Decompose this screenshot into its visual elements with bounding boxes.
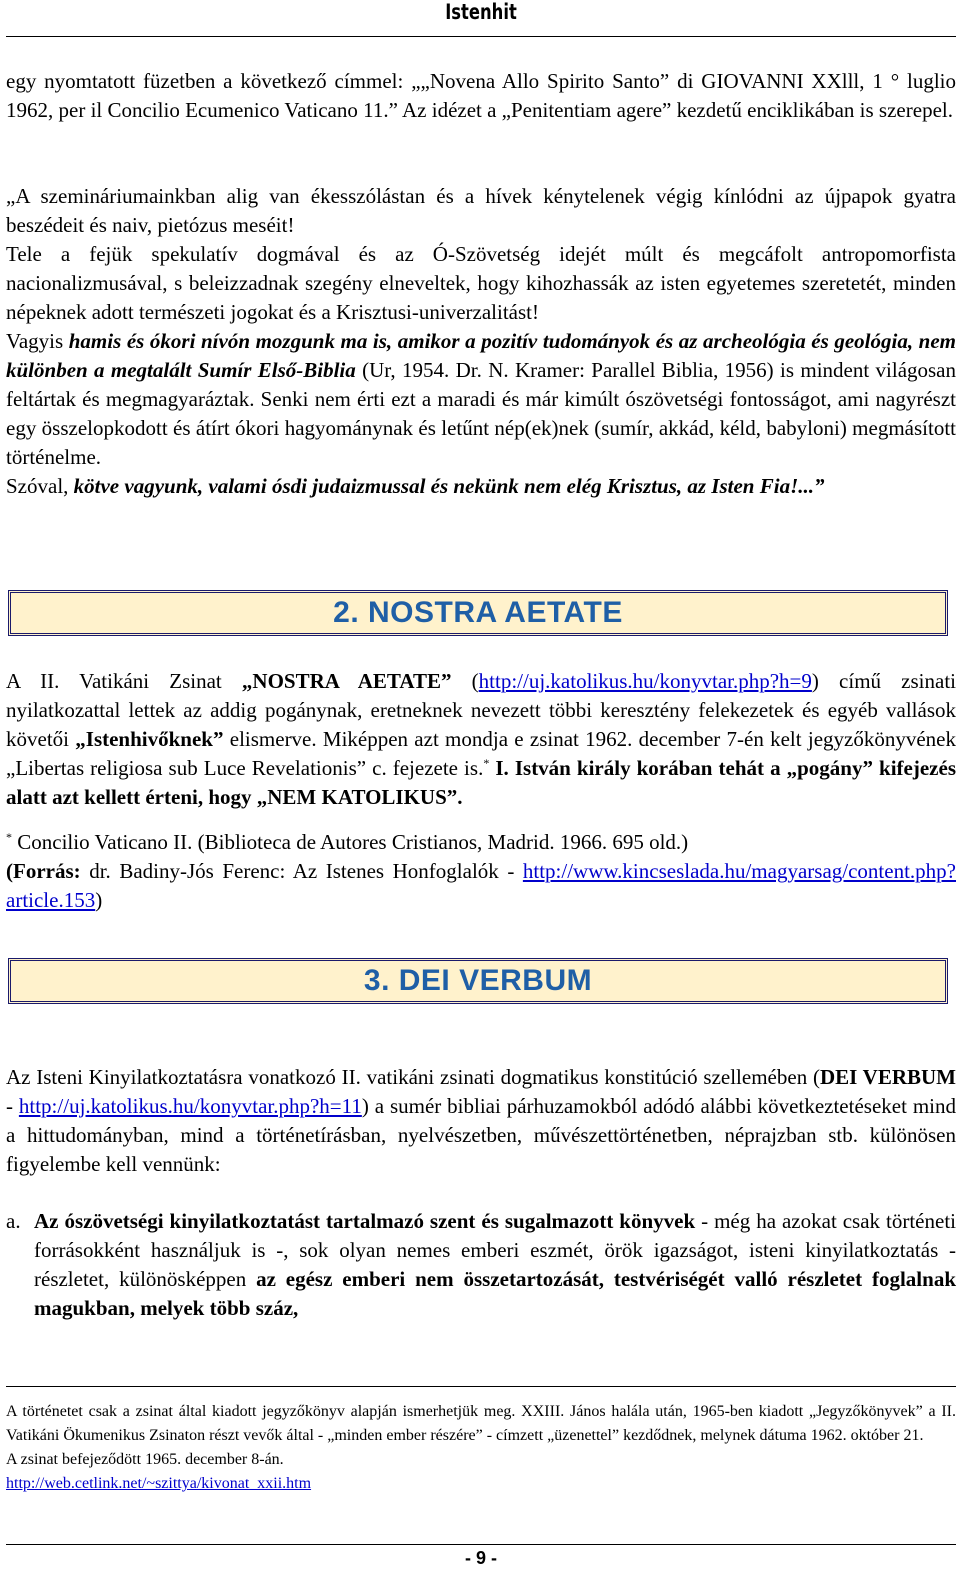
source-citation: (Forrás: dr. Badiny-Jós Ferenc: Az Istenes Honfoglalók - http://www.kincseslada.hu/magyarsag/content.php?article.153) — [6, 859, 956, 912]
note-concilio: * Concilio Vaticano II. (Biblioteca de Autores Cristianos, Madrid. 1966. 695 old.) — [6, 830, 689, 854]
link-nostra-aetate[interactable]: http://uj.katolikus.hu/konyvtar.php?h=9 — [478, 669, 812, 693]
footnote-end-date: A zsinat befejeződött 1965. december 8-án. — [6, 1451, 284, 1468]
paragraph-dei-verbum: Az Isteni Kinyilatkoztatásra vonatkozó II. vatikáni zsinati dogmatikus konstitúció szellemében (DEI VERBUM - http://uj.katolikus.hu/konyvtar.php?h=11) a sumér bibliai párhuzamokból adódó alábbi következtetéseket mind a hittudományban, mind a történetírásban, nyelvészetben, művészettörténetben, néprajzban stb. különösen figyelembe kell vennünk: — [6, 1065, 957, 1176]
paragraph-vagyis: Vagyis hamis és ókori nívón mozgunk ma is, amikor a pozitív tudományok és az archeológia és geológia, nem különben a megtalált Sumír Első-Biblia (Ur, 1954. Dr. N. Kramer: Parallel Biblia, 1956) is mindent világosan feltártak és megmagyaráztak. Senki nem érti ezt a maradi és már kimúlt ószövetségi fontosságot, ami nagyrészt egy összelopkodott és átírt ókori hagyománynak és letűnt nép(ek)nek (sumír, akkád, kéld, babyloni) megmásított történelme. — [6, 329, 957, 469]
section-title-dei-verbum: 3. DEI VERBUM — [363, 964, 593, 997]
link-cetlink[interactable]: http://web.cetlink.net/~szittya/kivonat_xxii.htm — [6, 1475, 312, 1492]
document-page — [6, 0, 956, 1584]
header-title: Istenhit — [445, 0, 517, 24]
paragraph-dogma: Tele a fejük spekulatív dogmával és az Ó-Szövetség idejét múlt és megcáfolt antropomorfista nacionalizmusával, s beleizzadnak szegény elneveltek, hogy kihozhassák az isten egyetemes szeretetét, minden népeknek adott természeti jogokat és a Krisztusi-univerzalitást! — [6, 242, 956, 324]
paragraph-nostra-aetate: A II. Vatikáni Zsinat „NOSTRA AETATE” (http://uj.katolikus.hu/konyvtar.php?h=9) című zsinati nyilatkozattal lettek az addig pogánynak, eretneknek nevezett többi keresztény felekezetek és egyéb vallások követői „Istenhivőknek” elismerve. Miképpen azt mondja e zsinat 1962. december 7-én kelt jegyzőkönyvének „Libertas religiosa sub Luce Revelationis” c. fejezete is.* I. István király korában tehát a „pogány” kifejezés alatt azt kellett érteni, hogy „NEM KATOLIKUS”. — [6, 669, 956, 809]
link-dei-verbum[interactable]: http://uj.katolikus.hu/konyvtar.php?h=11 — [18, 1094, 362, 1118]
quote-block — [6, 182, 956, 501]
section-banner-dei-verbum — [8, 958, 948, 1004]
section-banner-nostra-aetate — [8, 590, 948, 636]
list-marker: a. — [6, 1209, 21, 1233]
section-nostra-aetate-body — [6, 667, 956, 915]
paragraph-novena: egy nyomtatott füzetben a következő címmel: „„Novena Allo Spirito Santo” di GIOVANNI XXlll, 1 ° luglio 1962, per il Concilio Ecumenico Vaticano 11.” Az idézet a „Penitentiam agere” kezdetű enciklikában is szerepel. — [6, 69, 956, 122]
page-number: - 9 - — [464, 1548, 497, 1568]
emphasis-hamis: hamis és ókori nívón mozgunk ma is, amikor a pozitív tudományok és az archeológia és geológia, nem különben a megtalált Sumír Első-Biblia — [6, 329, 956, 382]
running-header — [6, 0, 956, 37]
footnote-marker: * — [483, 756, 490, 770]
bottom-divider — [6, 1544, 956, 1545]
footnote-text: A történetet csak a zsinat által kiadott jegyzőkönyv alapján ismerhetjük meg. XXIII. János halála után, 1965-ben kiadott „Jegyzőkönyvek” a II. Vatikáni Ökumenikus Zsinaton részt vevők által - „minden ember részére” - címzett „üzenettel” kezdődnek, melynek dátuma 1962. október 21. — [6, 1403, 956, 1444]
link-kincseslada[interactable]: http://www.kincseslada.hu/magyarsag/content.php?article.153 — [6, 859, 956, 912]
section-dei-verbum-body — [6, 1063, 956, 1323]
footnote-block — [6, 1400, 956, 1496]
footnote-divider — [6, 1386, 956, 1387]
emphasis-kotve: kötve vagyunk, valami ósdi judaizmussal és nekünk nem elég Krisztus, az Isten Fia!...” — [73, 474, 825, 498]
section-title-nostra-aetate: 2. NOSTRA AETATE — [333, 596, 623, 629]
intro-paragraph — [6, 67, 956, 125]
list-item-a: a. Az ószövetségi kinyilatkoztatást tartalmazó szent és sugalmazott könyvek - még ha azokat csak történeti forrásokként használjuk is -, sok olyan nemes emberi eszmét, örök igazságot, isteni kinyilatkoztatás - részletet, különösképpen az egész emberi nem összetartozását, testvériségét valló részletet foglalnak magukban, melyek több száz, — [6, 1207, 956, 1323]
paragraph-szoval: Szóval, kötve vagyunk, valami ósdi judaizmussal és nekünk nem elég Krisztus, az Isten Fia!...” — [6, 474, 825, 498]
quote-seminary: „A szemináriumainkban alig van ékesszólástan és a hívek kénytelenek végig kínlódni az újpapok gyatra beszédeit és naiv, pietózus meséit! — [6, 184, 956, 237]
